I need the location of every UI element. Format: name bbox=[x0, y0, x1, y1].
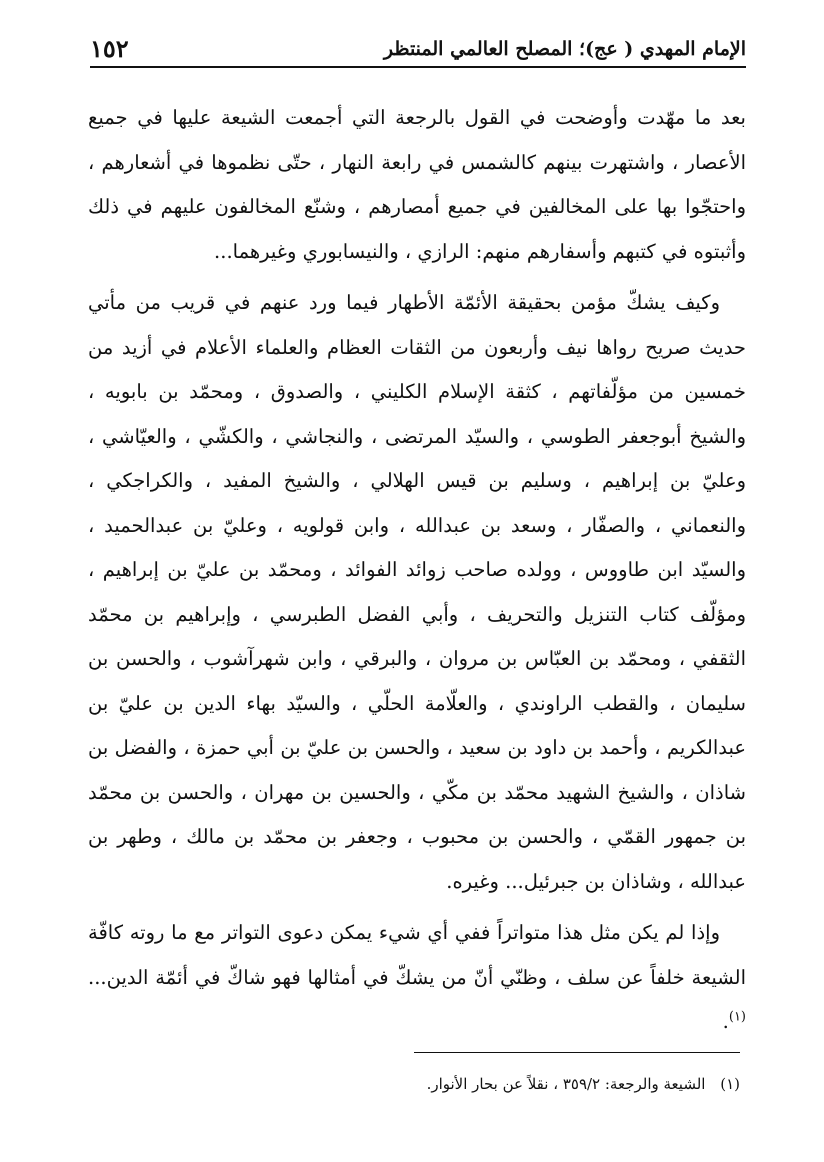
body-text bbox=[88, 96, 746, 1052]
footnote-number: (١) bbox=[720, 1075, 740, 1093]
footnote-divider bbox=[414, 1052, 740, 1053]
paragraph-raja-consensus: بعد ما مهّدت وأوضحت في القول بالرجعة التي أجمعت الشيعة عليها في جميع الأعصار ، واشتهرت بينهم كالشمس في رابعة النهار ، حتّى نظموها في أشعارهم ، واحتجّوا بها على المخالفين في جميع أمصارهم ، وشنّع المخالفون عليهم في ذلك وأثبتوه في كتبهم وأسفارهم منهم: الرازي ، والنيسابوري وغيرهما... bbox=[88, 106, 746, 263]
running-header bbox=[90, 30, 746, 68]
paragraph-narrators-list: وكيف يشكّ مؤمن بحقيقة الأئمّة الأطهار فيما ورد عنهم في قريب من مأتي حديث صريح رواها نيف وأربعون من الثقات العظام والعلماء الأعلام في أزيد من خمسين من مؤلّفاتهم ، كثقة الإسلام الكليني ، والصدوق ، ومحمّد بن بابويه ، والشيخ أبوجعفر الطوسي ، والسيّد المرتضى ، والنجاشي ، والكشّي ، والعيّاشي ، وعليّ بن إبراهيم ، وسليم بن قيس الهلالي ، والشيخ المفيد ، والكراجكي ، والنعماني ، والصفّار ، وسعد بن عبدالله ، وابن قولويه ، وعليّ بن عبدالحميد ، والسيّد ابن طاووس ، وولده صاحب زوائد الفوائد ، ومحمّد بن عليّ بن إبراهيم ، ومؤلّف كتاب التنزيل والتحريف ، وأبي الفضل الطبرسي ، وإبراهيم بن محمّد الثقفي ، ومحمّد بن العبّاس بن مروان ، والبرقي ، وابن شهرآشوب ، والحسن بن سليمان ، والقطب الراوندي ، والعلّامة الحلّي ، والسيّد بهاء الدين بن عليّ بن عبدالكريم ، وأحمد بن داود بن سعيد ، والحسن بن عليّ بن أبي حمزة ، والفضل بن شاذان ، والشيخ الشهيد محمّد بن مكّي ، والحسين بن مهران ، والحسن بن محمّد بن جمهور القمّي ، والحسن بن محبوب ، وجعفر بن محمّد بن مالك ، وطهر بن عبدالله ، وشاذان بن جبرئيل... وغيره. bbox=[88, 291, 746, 893]
paragraph-tawatur: وإذا لم يكن مثل هذا متواتراً ففي أي شيء يمكن دعوى التواتر مع ما روته كافّة الشيعة خلفاً عن سلف ، وظنّي أنّ من يشكّ في أمثالها فهو شاكّ في أئمّة الدين...$^{(١)}$. bbox=[88, 921, 746, 1033]
footnote-reference-marker[interactable]: (١) bbox=[728, 1009, 746, 1025]
running-header-title: الإمام المهدي ( عج)؛ المصلح العالمي المنتظر bbox=[383, 38, 746, 60]
footnote-text: الشيعة والرجعة: ٣٥٩/٢ ، نقلاً عن بحار الأنوار. bbox=[426, 1075, 706, 1093]
page-number: ١٥٢ bbox=[90, 34, 129, 63]
footnote bbox=[120, 1072, 740, 1096]
paragraph-tawatur-text: وإذا لم يكن مثل هذا متواتراً ففي أي شيء يمكن دعوى التواتر مع ما روته كافّة الشيعة خلفاً عن سلف ، وظنّي أنّ من يشكّ في أمثالها فهو شاكّ في أئمّة الدين... bbox=[88, 921, 746, 989]
